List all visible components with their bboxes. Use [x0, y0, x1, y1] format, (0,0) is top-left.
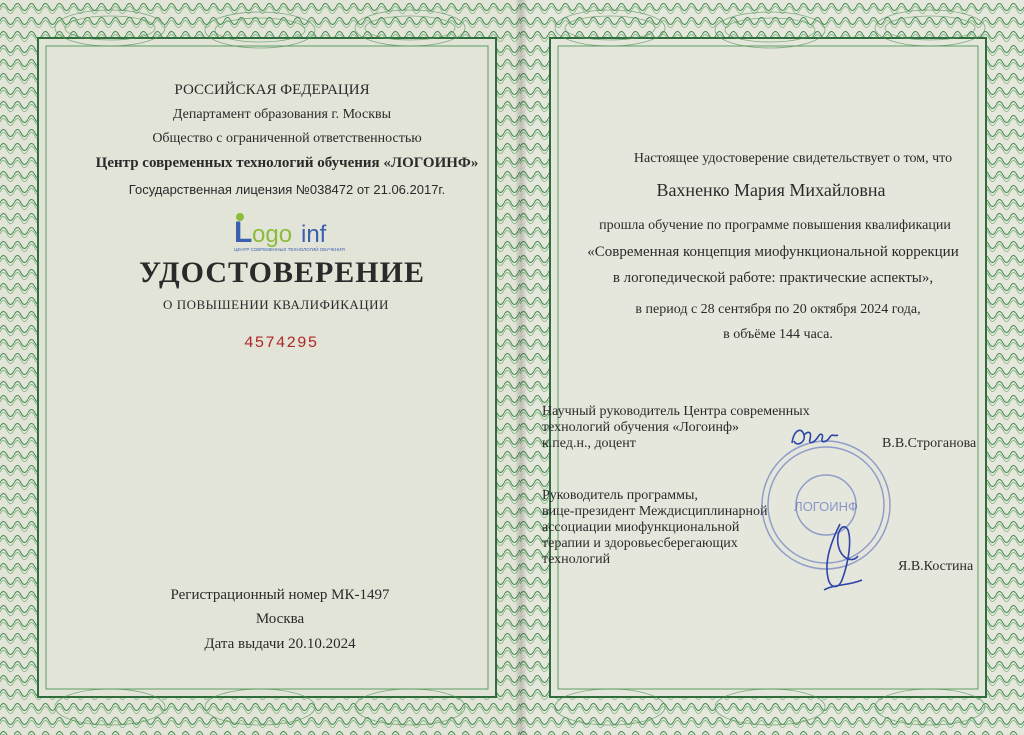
program-title-line1: «Современная концепция миофункциональной коррекции — [587, 244, 959, 260]
certificate-intro: Настоящее удостоверение свидетельствует о том, что — [633, 151, 953, 166]
training-volume: в объёме 144 часа. — [723, 327, 833, 342]
country-heading: РОССИЙСКАЯ ФЕДЕРАЦИЯ — [174, 82, 370, 98]
signer2-name: Я.В.Костина — [898, 559, 974, 574]
recipient-name: Вахненко Мария Михайловна — [656, 180, 886, 200]
training-statement: прошла обучение по программе повышения квалификации — [599, 218, 951, 233]
signer1-name: В.В.Строганова — [882, 436, 977, 451]
signer2-title-line3: ассоциации миофункциональной — [542, 520, 740, 535]
signer2-block — [542, 488, 767, 568]
certificate-number: 4574295 — [244, 334, 319, 352]
issue-date: Дата выдачи 20.10.2024 — [204, 636, 356, 652]
signature-stroganova — [788, 421, 844, 455]
svg-text:inf: inf — [301, 221, 327, 248]
signer2-title-line5: технологий — [542, 552, 611, 567]
signer1-title-line1: Научный руководитель Центра современных — [542, 404, 810, 419]
department-name: Департамент образования г. Москвы — [172, 107, 392, 122]
document-subtitle: О ПОВЫШЕНИИ КВАЛИФИКАЦИИ — [163, 297, 389, 312]
signer2-title-line2: вице-президент Междисциплинарной — [542, 504, 768, 519]
org-type: Общество с ограниченной ответственностью — [152, 131, 422, 146]
registration-number: Регистрационный номер МК-1497 — [170, 587, 390, 603]
svg-text:ЛОГОИНФ: ЛОГОИНФ — [794, 499, 858, 514]
signer2-title-line4: терапии и здоровьесберегающих — [542, 536, 738, 551]
svg-text:ЦЕНТР СОВРЕМЕННЫХ ТЕХНОЛОГИЙ О: ЦЕНТР СОВРЕМЕННЫХ ТЕХНОЛОГИЙ ОБУЧЕНИЯ — [234, 247, 345, 252]
book-spine — [516, 0, 526, 735]
license-info: Государственная лицензия №038472 от 21.06.2017г. — [128, 182, 446, 197]
svg-text:L: L — [234, 216, 253, 249]
logoinf-logo — [228, 208, 352, 254]
certificate-right-page — [520, 0, 1024, 735]
signer1-title-line3: к.пед.н., доцент — [542, 436, 636, 451]
signer1-title-line2: технологий обучения «Логоинф» — [542, 420, 740, 435]
training-period: в период с 28 сентября по 20 октября 2024 года, — [635, 302, 921, 317]
document-title: УДОСТОВЕРЕНИЕ — [139, 256, 425, 289]
signature-kostina — [818, 520, 868, 596]
program-title-line2: в логопедической работе: практические аспекты», — [612, 270, 934, 286]
svg-text:ogo: ogo — [252, 221, 293, 248]
org-name: Центр современных технологий обучения «ЛОГОИНФ» — [95, 155, 479, 171]
signer2-title-line1: Руководитель программы, — [542, 488, 698, 503]
issue-city: Москва — [255, 611, 305, 627]
guilloche-border — [520, 0, 1024, 735]
